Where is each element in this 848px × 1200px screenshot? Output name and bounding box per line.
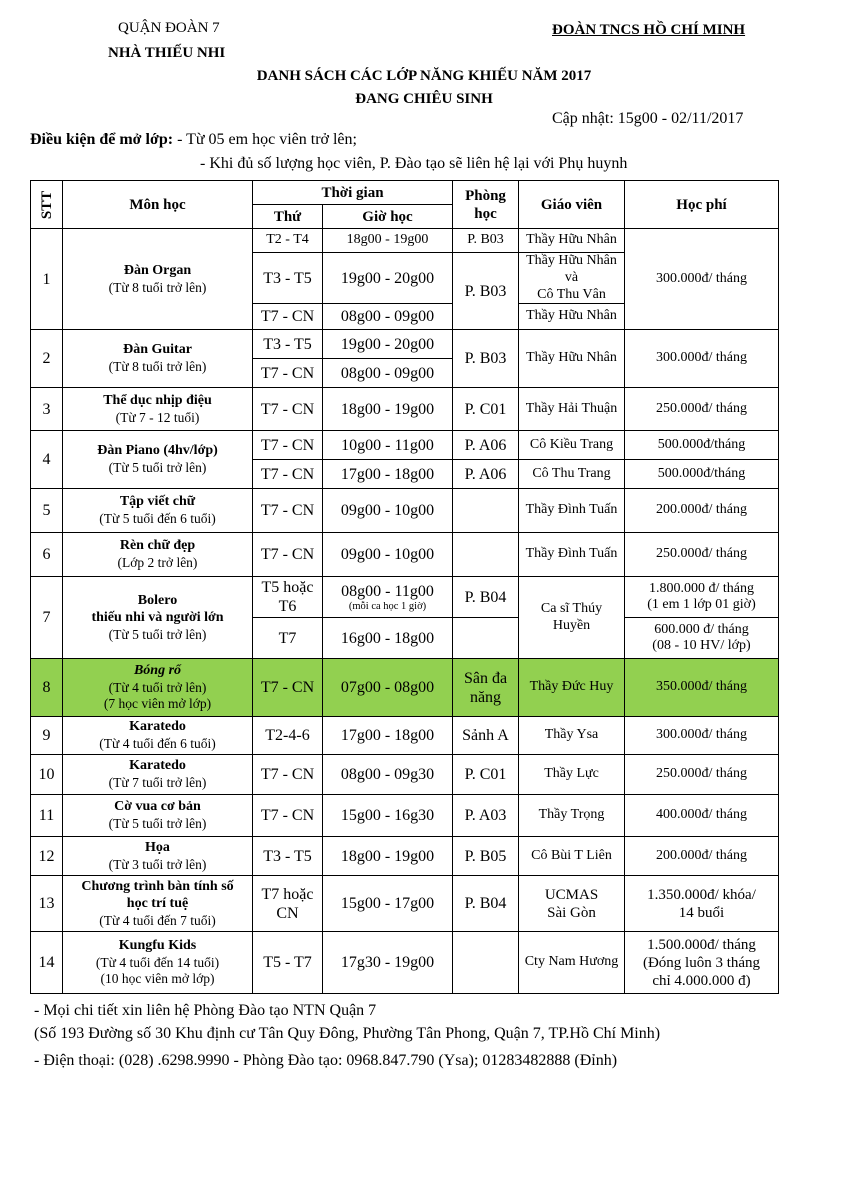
- cell-hours: 08g00 - 11g00 (mỗi ca học 1 giờ): [323, 577, 453, 618]
- cell-room: P. B03: [453, 330, 519, 388]
- cell-day: T2-4-6: [253, 717, 323, 755]
- cell-subject: Đàn Piano (4hv/lớp) (Từ 5 tuổi trở lên): [63, 431, 253, 489]
- cell-subject: Đàn Guitar (Từ 8 tuổi trở lên): [63, 330, 253, 388]
- cell-stt: 1: [31, 229, 63, 330]
- col-hours: Giờ học: [323, 205, 453, 229]
- cell-subject: Bolero thiếu nhi và người lớn (Từ 5 tuổi trở lên): [63, 577, 253, 659]
- table-row: [31, 755, 779, 795]
- org-right: ĐOÀN TNCS HỒ CHÍ MINH: [552, 22, 746, 38]
- table-row: [31, 932, 779, 994]
- cell-teacher: Thầy Hải Thuận: [519, 388, 625, 431]
- cell-fee: 500.000đ/tháng: [625, 431, 779, 460]
- cell-room: P. B05: [453, 837, 519, 876]
- cell-teacher: Cty Nam Hương: [519, 932, 625, 994]
- page-title: DANH SÁCH CÁC LỚP NĂNG KHIẾU NĂM 2017: [256, 68, 592, 84]
- cell-fee: 300.000đ/ tháng: [625, 330, 779, 388]
- cell-teacher: Thầy Hữu Nhân: [519, 304, 625, 330]
- cell-stt: 7: [31, 577, 63, 659]
- cell-subject: Karatedo (Từ 7 tuổi trở lên): [63, 755, 253, 795]
- cell-hours: 15g00 - 16g30: [323, 795, 453, 837]
- table-row-highlighted: [31, 659, 779, 717]
- cell-stt: 4: [31, 431, 63, 489]
- cell-teacher: Cô Thu Trang: [519, 460, 625, 489]
- cell-teacher: Thầy Hữu Nhân và Cô Thu Vân: [519, 253, 625, 304]
- cell-fee: 600.000 đ/ tháng (08 - 10 HV/ lớp): [625, 618, 779, 659]
- cell-fee: 250.000đ/ tháng: [625, 388, 779, 431]
- cell-hours: 18g00 - 19g00: [323, 837, 453, 876]
- cell-fee: 300.000đ/ tháng: [625, 229, 779, 330]
- table-row: [31, 431, 779, 460]
- cell-fee: 400.000đ/ tháng: [625, 795, 779, 837]
- cell-stt: 10: [31, 755, 63, 795]
- cell-subject: Kungfu Kids (Từ 4 tuổi đến 14 tuổi) (10 học viên mở lớp): [63, 932, 253, 994]
- footer-line1: - Mọi chi tiết xin liên hệ Phòng Đào tạo NTN Quận 7: [34, 1002, 377, 1019]
- cell-subject: Đàn Organ (Từ 8 tuổi trở lên): [63, 229, 253, 330]
- cell-room: [453, 489, 519, 533]
- cell-hours: 17g00 - 18g00: [323, 717, 453, 755]
- cell-stt: 8: [31, 659, 63, 717]
- cell-fee: 350.000đ/ tháng: [625, 659, 779, 717]
- col-time: Thời gian: [253, 181, 453, 205]
- cell-hours: 19g00 - 20g00: [323, 253, 453, 304]
- cell-fee: 300.000đ/ tháng: [625, 717, 779, 755]
- cell-subject: Cờ vua cơ bản (Từ 5 tuổi trở lên): [63, 795, 253, 837]
- table-row: [31, 229, 779, 253]
- cell-stt: 12: [31, 837, 63, 876]
- cell-teacher: Cô Bùi T Liên: [519, 837, 625, 876]
- cell-stt: 14: [31, 932, 63, 994]
- cell-room: P. A03: [453, 795, 519, 837]
- cell-stt: 11: [31, 795, 63, 837]
- col-fee: Học phí: [625, 181, 779, 229]
- cell-room: [453, 618, 519, 659]
- cell-day: T3 - T5: [253, 253, 323, 304]
- cell-room: [453, 932, 519, 994]
- cell-day: T7 - CN: [253, 659, 323, 717]
- cell-hours: 16g00 - 18g00: [323, 618, 453, 659]
- cell-day: T5 - T7: [253, 932, 323, 994]
- cell-stt: 5: [31, 489, 63, 533]
- cell-teacher: UCMAS Sài Gòn: [519, 876, 625, 932]
- conditions-label: Điều kiện để mở lớp:: [30, 131, 174, 148]
- cell-room: Sân đa năng: [453, 659, 519, 717]
- cell-room: P. B03: [453, 229, 519, 253]
- col-stt: STT: [31, 181, 63, 229]
- cell-day: T2 - T4: [253, 229, 323, 253]
- cell-hours: 10g00 - 11g00: [323, 431, 453, 460]
- cell-stt: 9: [31, 717, 63, 755]
- updated-date: Cập nhật: 15g00 - 02/11/2017: [552, 110, 744, 127]
- cell-day: T7 - CN: [253, 795, 323, 837]
- cell-subject: Bóng rổ (Từ 4 tuổi trở lên) (7 học viên mở lớp): [63, 659, 253, 717]
- cell-teacher: Cô Kiều Trang: [519, 431, 625, 460]
- conditions-text1: - Từ 05 em học viên trở lên;: [173, 131, 357, 148]
- cell-day: T7: [253, 618, 323, 659]
- cell-room: P. C01: [453, 388, 519, 431]
- table-row: [31, 388, 779, 431]
- cell-hours: 09g00 - 10g00: [323, 489, 453, 533]
- cell-hours: 17g00 - 18g00: [323, 460, 453, 489]
- class-table: [30, 180, 779, 994]
- cell-stt: 6: [31, 533, 63, 577]
- cell-hours: 18g00 - 19g00: [323, 388, 453, 431]
- table-row: [31, 577, 779, 618]
- cell-subject: Thể dục nhịp điệu (Từ 7 - 12 tuổi): [63, 388, 253, 431]
- cell-teacher: Thầy Hữu Nhân: [519, 330, 625, 388]
- org-left-line1: QUẬN ĐOÀN 7: [118, 20, 220, 36]
- cell-teacher: Thầy Đình Tuấn: [519, 533, 625, 577]
- cell-fee: 1.500.000đ/ tháng (Đóng luôn 3 tháng chỉ 4.000.000 đ): [625, 932, 779, 994]
- cell-subject: Tập viết chữ (Từ 5 tuổi đến 6 tuổi): [63, 489, 253, 533]
- cell-subject: Karatedo (Từ 4 tuổi đến 6 tuổi): [63, 717, 253, 755]
- cell-day: T7 - CN: [253, 755, 323, 795]
- cell-subject: Chương trình bàn tính số học trí tuệ (Từ 4 tuổi đến 7 tuổi): [63, 876, 253, 932]
- cell-fee: 1.800.000 đ/ tháng (1 em 1 lớp 01 giờ): [625, 577, 779, 618]
- footer-phone: - Điện thoại: (028) .6298.9990 - Phòng Đào tạo: 0968.847.790 (Ysa); 01283482888 (Đỉnh): [34, 1052, 618, 1069]
- cell-fee: 500.000đ/tháng: [625, 460, 779, 489]
- cell-hours: 15g00 - 17g00: [323, 876, 453, 932]
- table-header-row: [31, 181, 779, 205]
- cell-hours: 08g00 - 09g30: [323, 755, 453, 795]
- cell-subject: Họa (Từ 3 tuổi trở lên): [63, 837, 253, 876]
- cell-day: T3 - T5: [253, 330, 323, 359]
- conditions-line1: [30, 131, 357, 149]
- cell-teacher: Thầy Đức Huy: [519, 659, 625, 717]
- cell-subject: Rèn chữ đẹp (Lớp 2 trở lên): [63, 533, 253, 577]
- cell-fee: 250.000đ/ tháng: [625, 533, 779, 577]
- cell-day: T7 - CN: [253, 533, 323, 577]
- cell-room: Sảnh A: [453, 717, 519, 755]
- cell-fee: 250.000đ/ tháng: [625, 755, 779, 795]
- table-row: [31, 489, 779, 533]
- cell-hours: 08g00 - 09g00: [323, 304, 453, 330]
- table-row: [31, 717, 779, 755]
- cell-room: P. A06: [453, 431, 519, 460]
- cell-stt: 3: [31, 388, 63, 431]
- footer-address: (Số 193 Đường số 30 Khu định cư Tân Quy Đông, Phường Tân Phong, Quận 7, TP.Hồ Chí Minh): [34, 1025, 661, 1042]
- cell-hours: 07g00 - 08g00: [323, 659, 453, 717]
- table-row: [31, 330, 779, 359]
- org-left-line2: NHÀ THIẾU NHI: [108, 45, 226, 61]
- cell-teacher: Thầy Lực: [519, 755, 625, 795]
- cell-day: T7 - CN: [253, 359, 323, 388]
- cell-teacher: Thầy Hữu Nhân: [519, 229, 625, 253]
- cell-room: P. C01: [453, 755, 519, 795]
- cell-teacher: Ca sĩ Thúy Huyền: [519, 577, 625, 659]
- cell-stt: 13: [31, 876, 63, 932]
- cell-hours: 09g00 - 10g00: [323, 533, 453, 577]
- cell-room: P. B04: [453, 577, 519, 618]
- col-room: Phòng học: [453, 181, 519, 229]
- table-row: [31, 795, 779, 837]
- cell-day: T3 - T5: [253, 837, 323, 876]
- cell-fee: 200.000đ/ tháng: [625, 837, 779, 876]
- cell-hours: 08g00 - 09g00: [323, 359, 453, 388]
- cell-fee: 1.350.000đ/ khóa/ 14 buổi: [625, 876, 779, 932]
- cell-day: T7 - CN: [253, 304, 323, 330]
- table-row: [31, 533, 779, 577]
- table-row: [31, 837, 779, 876]
- cell-hours: 19g00 - 20g00: [323, 330, 453, 359]
- col-teacher: Giáo viên: [519, 181, 625, 229]
- table-row: [31, 876, 779, 932]
- cell-stt: 2: [31, 330, 63, 388]
- cell-teacher: Thầy Trọng: [519, 795, 625, 837]
- cell-day: T7 - CN: [253, 388, 323, 431]
- cell-day: T7 hoặc CN: [253, 876, 323, 932]
- col-subject: Môn học: [63, 181, 253, 229]
- cell-teacher: Thầy Ysa: [519, 717, 625, 755]
- cell-hours: 17g30 - 19g00: [323, 932, 453, 994]
- cell-day: T7 - CN: [253, 431, 323, 460]
- cell-fee: 200.000đ/ tháng: [625, 489, 779, 533]
- cell-day: T5 hoặc T6: [253, 577, 323, 618]
- page-subtitle: ĐANG CHIÊU SINH: [355, 91, 493, 107]
- cell-teacher: Thầy Đình Tuấn: [519, 489, 625, 533]
- cell-day: T7 - CN: [253, 489, 323, 533]
- cell-room: P. B03: [453, 253, 519, 330]
- cell-hours: 18g00 - 19g00: [323, 229, 453, 253]
- conditions-line2: - Khi đủ số lượng học viên, P. Đào tạo sẽ liên hệ lại với Phụ huynh: [200, 155, 628, 172]
- col-day: Thứ: [253, 205, 323, 229]
- cell-day: T7 - CN: [253, 460, 323, 489]
- cell-room: [453, 533, 519, 577]
- cell-room: P. B04: [453, 876, 519, 932]
- cell-room: P. A06: [453, 460, 519, 489]
